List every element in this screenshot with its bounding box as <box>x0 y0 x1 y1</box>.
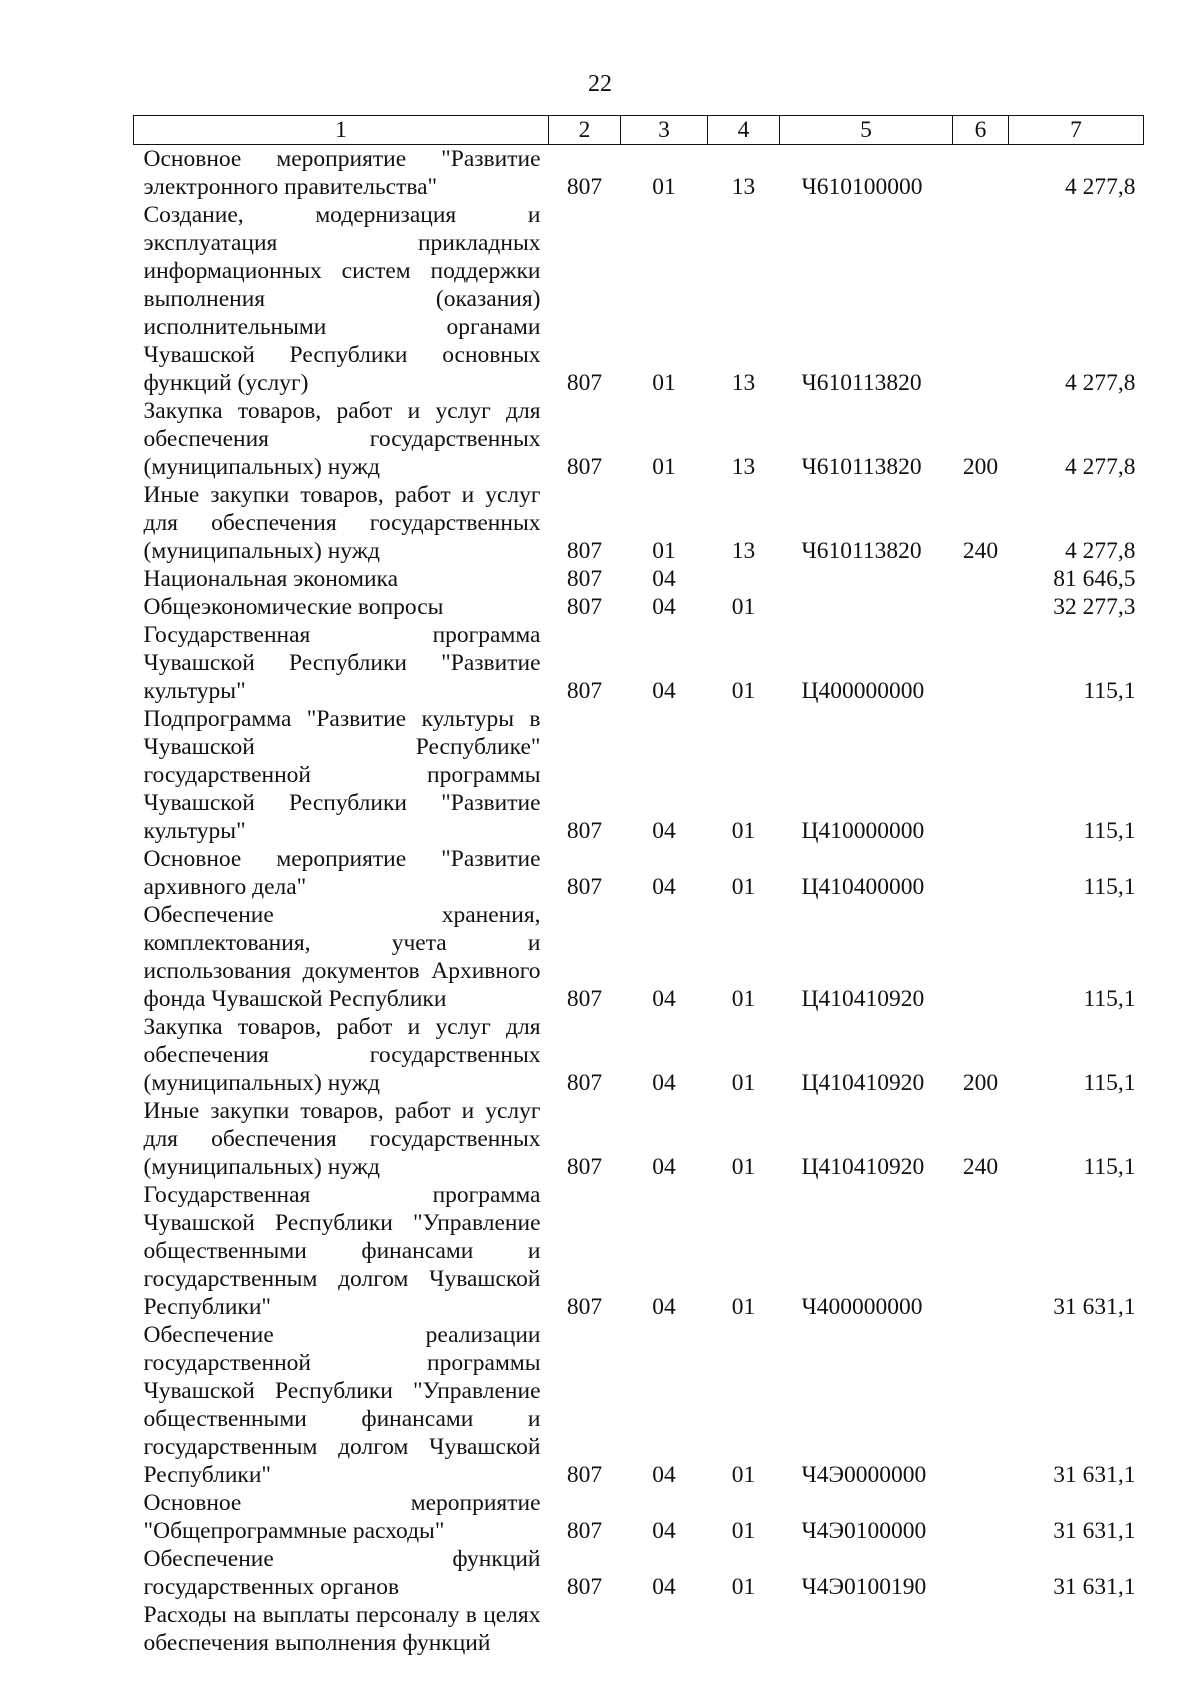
row-section-code-cell: 04 <box>652 1574 676 1600</box>
row-section-code-cell: 04 <box>652 1462 676 1488</box>
row-target-article-cell: Ч4Э0100190 <box>801 1574 927 1600</box>
table-row <box>134 593 1144 621</box>
row-expense-type-cell <box>953 845 1009 901</box>
row-amount-cell: 115,1 <box>1083 678 1136 704</box>
row-expense-type-cell: 200 <box>962 454 999 480</box>
row-target-article-cell: Ц410410920 <box>801 1154 925 1180</box>
row-subsection-code-cell <box>708 565 780 593</box>
row-ministry-code-cell: 807 <box>566 818 603 844</box>
table-row <box>134 1013 1144 1097</box>
row-ministry-code-cell: 807 <box>566 986 603 1012</box>
header-row <box>134 116 1144 145</box>
row-subsection-code-cell: 01 <box>731 818 756 844</box>
row-name-cell: Закупка товаров, работ и услуг для обеспечения государственных (муниципальных) нужд <box>143 398 541 480</box>
table-row <box>134 145 1144 202</box>
row-ministry-code-cell: 807 <box>566 1294 603 1320</box>
row-name-cell: Создание, модернизация и эксплуатация прикладных информационных систем поддержки выполнения (оказания) исполнительными органами Чувашской Республики основных функций (услуг) <box>143 202 541 396</box>
row-expense-type-cell <box>953 1321 1009 1489</box>
column-header-1: 1 <box>134 116 549 145</box>
row-subsection-code-cell: 01 <box>731 1462 756 1488</box>
row-expense-type-cell <box>953 1545 1009 1601</box>
row-name-cell: Обеспечение функций государственных органов <box>143 1546 541 1600</box>
row-expense-type-cell <box>953 901 1009 1013</box>
row-name-cell: Иные закупки товаров, работ и услуг для обеспечения государственных (муниципальных) нужд <box>143 1098 541 1180</box>
table-row <box>134 565 1144 593</box>
column-header-5: 5 <box>780 116 953 145</box>
table-row <box>134 705 1144 845</box>
row-amount-cell: 31 631,1 <box>1053 1518 1136 1544</box>
row-subsection-code-cell: 13 <box>731 538 756 564</box>
row-name-cell: Обеспечение хранения, комплектования, учета и использования документов Архивного фонда Чувашской Республики <box>143 902 541 1012</box>
row-ministry-code-cell: 807 <box>566 538 603 564</box>
row-subsection-code-cell: 01 <box>731 1518 756 1544</box>
row-target-article-cell: Ц410000000 <box>801 818 925 844</box>
row-target-article-cell: Ц410410920 <box>801 986 925 1012</box>
row-section-code-cell: 04 <box>652 1154 676 1180</box>
row-section-code-cell: 01 <box>652 454 676 480</box>
table-body <box>134 145 1144 1658</box>
row-amount-cell: 4 277,8 <box>1065 538 1136 564</box>
row-expense-type-cell <box>953 1181 1009 1321</box>
row-subsection-code-cell <box>708 1601 780 1657</box>
row-expense-type-cell: 200 <box>962 1070 999 1096</box>
row-section-code-cell: 04 <box>652 594 676 620</box>
row-name-cell: Государственная программа Чувашской Республики "Развитие культуры" <box>143 622 541 704</box>
row-ministry-code-cell <box>549 1601 621 1657</box>
column-header-4: 4 <box>708 116 780 145</box>
row-target-article-cell <box>780 593 953 621</box>
row-name-cell: Обеспечение реализации государственной программы Чувашской Республики "Управление общественными финансами и государственным долгом Чувашской Республики" <box>143 1322 541 1488</box>
column-header-3: 3 <box>621 116 708 145</box>
table-row <box>134 201 1144 397</box>
row-subsection-code-cell: 01 <box>731 1070 756 1096</box>
row-amount-cell: 115,1 <box>1083 1070 1136 1096</box>
row-amount-cell: 115,1 <box>1083 986 1136 1012</box>
row-section-code-cell: 04 <box>652 1294 676 1320</box>
table-row <box>134 1097 1144 1181</box>
table-header <box>134 116 1144 145</box>
row-ministry-code-cell: 807 <box>566 594 603 620</box>
row-ministry-code-cell: 807 <box>566 874 603 900</box>
row-subsection-code-cell: 13 <box>731 174 756 200</box>
row-ministry-code-cell: 807 <box>566 566 603 592</box>
column-header-2: 2 <box>549 116 621 145</box>
row-ministry-code-cell: 807 <box>566 1070 603 1096</box>
row-section-code-cell: 04 <box>652 1518 676 1544</box>
row-subsection-code-cell: 01 <box>731 874 756 900</box>
row-name-cell: Общеэкономические вопросы <box>143 594 444 620</box>
row-section-code-cell: 01 <box>652 370 676 396</box>
row-amount-cell: 31 631,1 <box>1053 1294 1136 1320</box>
row-ministry-code-cell: 807 <box>566 454 603 480</box>
row-name-cell: Основное мероприятие "Развитие архивного дела" <box>143 846 541 900</box>
row-expense-type-cell <box>953 705 1009 845</box>
row-ministry-code-cell: 807 <box>566 1462 603 1488</box>
row-target-article-cell: Ц410410920 <box>801 1070 925 1096</box>
row-expense-type-cell <box>953 565 1009 593</box>
row-ministry-code-cell: 807 <box>566 1574 603 1600</box>
row-subsection-code-cell: 01 <box>731 1294 756 1320</box>
row-amount-cell <box>1009 1601 1144 1657</box>
row-target-article-cell: Ц400000000 <box>801 678 925 704</box>
row-subsection-code-cell: 01 <box>731 986 756 1012</box>
row-section-code-cell: 04 <box>652 818 676 844</box>
row-name-cell: Основное мероприятие "Общепрограммные расходы" <box>143 1490 541 1544</box>
row-expense-type-cell <box>953 621 1009 705</box>
row-expense-type-cell: 240 <box>962 538 999 564</box>
table-row <box>134 845 1144 901</box>
row-amount-cell: 31 631,1 <box>1053 1574 1136 1600</box>
row-target-article-cell: Ч610113820 <box>801 454 922 480</box>
row-section-code-cell: 01 <box>652 538 676 564</box>
table-row <box>134 481 1144 565</box>
row-target-article-cell <box>780 565 953 593</box>
budget-table <box>133 115 1144 1657</box>
row-section-code-cell: 04 <box>652 566 676 592</box>
row-target-article-cell: Ч4Э0100000 <box>801 1518 927 1544</box>
table-row <box>134 1321 1144 1489</box>
row-subsection-code-cell: 01 <box>731 1154 756 1180</box>
table-row <box>134 901 1144 1013</box>
row-section-code-cell: 04 <box>652 986 676 1012</box>
row-expense-type-cell <box>953 145 1009 202</box>
row-target-article-cell: Ч610113820 <box>801 370 922 396</box>
row-ministry-code-cell: 807 <box>566 1154 603 1180</box>
row-amount-cell: 115,1 <box>1083 818 1136 844</box>
row-amount-cell: 4 277,8 <box>1065 370 1136 396</box>
row-name-cell: Государственная программа Чувашской Республики "Управление общественными финансами и государственным долгом Чувашской Республики" <box>143 1182 541 1320</box>
row-expense-type-cell <box>953 593 1009 621</box>
row-subsection-code-cell: 01 <box>731 1574 756 1600</box>
row-ministry-code-cell: 807 <box>566 1518 603 1544</box>
row-amount-cell: 31 631,1 <box>1053 1462 1136 1488</box>
row-amount-cell: 115,1 <box>1083 874 1136 900</box>
row-expense-type-cell <box>953 1601 1009 1657</box>
row-expense-type-cell <box>953 201 1009 397</box>
table-row <box>134 1545 1144 1601</box>
row-amount-cell: 4 277,8 <box>1065 454 1136 480</box>
row-subsection-code-cell: 13 <box>731 454 756 480</box>
row-name-cell: Подпрограмма "Развитие культуры в Чувашской Республике" государственной программы Чувашской Республики "Развитие культуры" <box>143 706 541 844</box>
row-section-code-cell <box>621 1601 708 1657</box>
row-section-code-cell: 04 <box>652 1070 676 1096</box>
row-target-article-cell: Ч4Э0000000 <box>801 1462 927 1488</box>
page-number: 22 <box>588 71 612 97</box>
row-target-article-cell: Ч610100000 <box>801 174 923 200</box>
table-row <box>134 397 1144 481</box>
row-name-cell: Основное мероприятие "Развитие электронного правительства" <box>143 146 541 200</box>
row-amount-cell: 32 277,3 <box>1053 594 1136 620</box>
row-name-cell: Национальная экономика <box>143 566 399 592</box>
row-target-article-cell: Ч610113820 <box>801 538 922 564</box>
table-row <box>134 1489 1144 1545</box>
table-row <box>134 1601 1144 1657</box>
row-ministry-code-cell: 807 <box>566 678 603 704</box>
row-amount-cell: 4 277,8 <box>1065 174 1136 200</box>
table-row <box>134 1181 1144 1321</box>
row-expense-type-cell: 240 <box>962 1154 999 1180</box>
row-section-code-cell: 01 <box>652 174 676 200</box>
row-amount-cell: 81 646,5 <box>1053 566 1136 592</box>
row-amount-cell: 115,1 <box>1083 1154 1136 1180</box>
row-section-code-cell: 04 <box>652 874 676 900</box>
table-row <box>134 621 1144 705</box>
column-header-6: 6 <box>953 116 1009 145</box>
row-ministry-code-cell: 807 <box>566 174 603 200</box>
row-subsection-code-cell: 01 <box>731 678 756 704</box>
row-subsection-code-cell: 13 <box>731 370 756 396</box>
row-subsection-code-cell: 01 <box>731 594 756 620</box>
row-ministry-code-cell: 807 <box>566 370 603 396</box>
row-name-cell: Расходы на выплаты персоналу в целях обеспечения выполнения функций <box>143 1602 541 1656</box>
row-name-cell: Иные закупки товаров, работ и услуг для обеспечения государственных (муниципальных) нужд <box>143 482 541 564</box>
row-name-cell: Закупка товаров, работ и услуг для обеспечения государственных (муниципальных) нужд <box>143 1014 541 1096</box>
row-section-code-cell: 04 <box>652 678 676 704</box>
column-header-7: 7 <box>1009 116 1144 145</box>
row-expense-type-cell <box>953 1489 1009 1545</box>
row-target-article-cell: Ц410400000 <box>801 874 925 900</box>
row-target-article-cell: Ч400000000 <box>801 1294 923 1320</box>
row-target-article-cell <box>780 1601 953 1657</box>
